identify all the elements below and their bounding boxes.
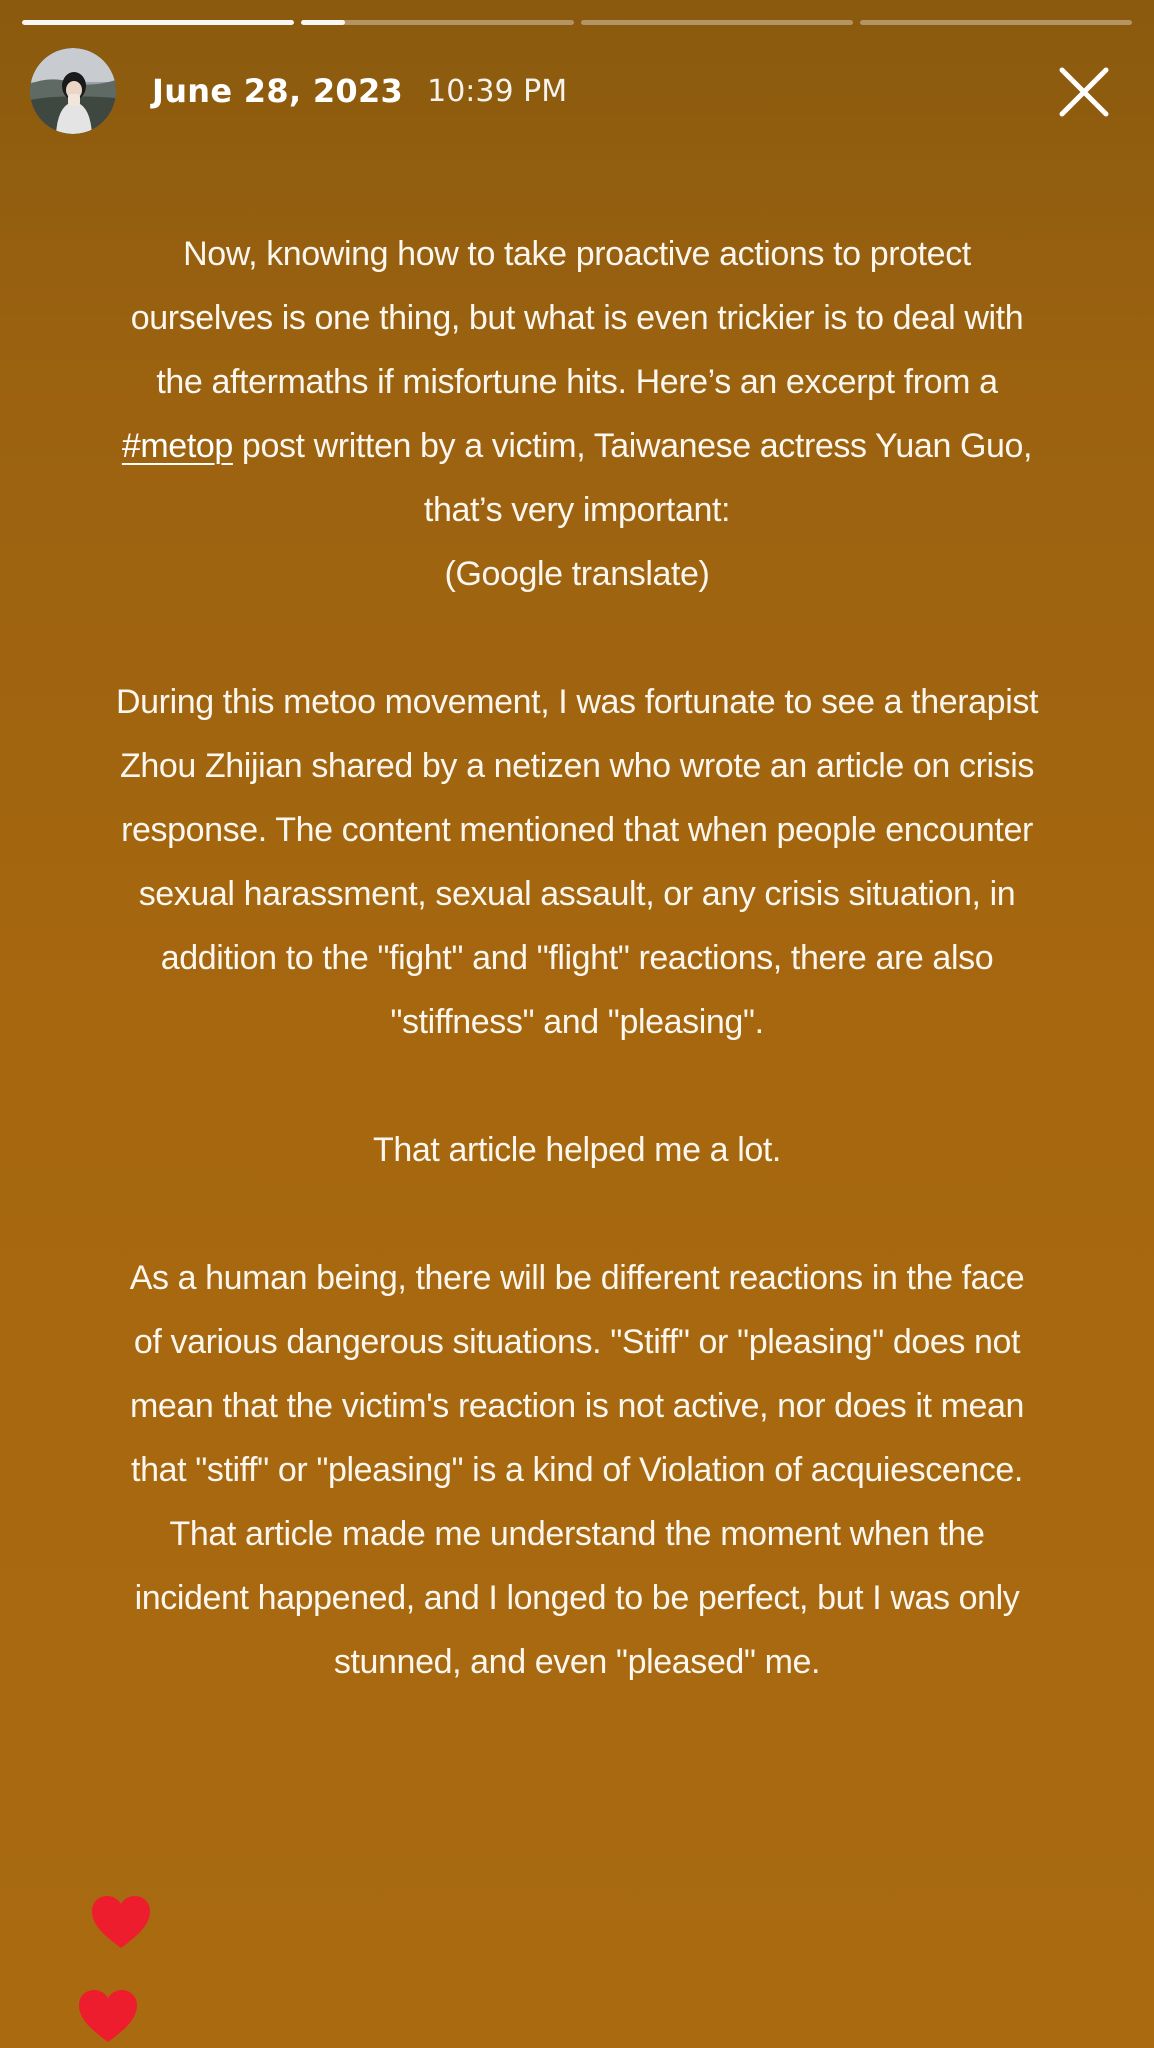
progress-segment <box>301 20 573 25</box>
translation-note: (Google translate) <box>444 555 710 593</box>
story-header <box>30 48 1134 134</box>
paragraph-spacer <box>112 1054 1042 1118</box>
text-span: post written by a victim, Taiwanese actress Yuan Guo, that’s very important: <box>232 427 1033 529</box>
story-date: June 28, 2023 <box>152 72 404 110</box>
progress-fill <box>301 20 345 25</box>
paragraph-quote-3: As a human being, there will be different reactions in the face of various dangerous situations. "Stiff" or "pleasing" does not mean that the victim's reaction is not active, nor does it mean that "stiff" or "pleasing" is a kind of Violation of acquiescence. <box>129 1259 1025 1489</box>
story-text <box>112 222 1042 1694</box>
story-progress-bar <box>22 20 1132 26</box>
profile-photo-icon <box>30 48 116 134</box>
paragraph-quote-4: That article made me understand the moment when the incident happened, and I longed to be perfect, but I was only stunned, and even "pleased" me. <box>134 1515 1020 1681</box>
close-button[interactable] <box>1056 64 1112 120</box>
heart-reaction[interactable] <box>90 1894 152 1950</box>
paragraph-intro <box>112 222 1042 542</box>
hashtag-link[interactable]: #metop <box>121 427 233 465</box>
heart-icon <box>77 1988 139 2044</box>
text-span: Now, knowing how to take proactive actions to protect ourselves is one thing, but what is even trickier is to deal with the aftermaths if misfortune hits. Here’s an excerpt from a <box>130 235 1024 401</box>
progress-segment <box>581 20 853 25</box>
story-time: 10:39 PM <box>427 73 568 109</box>
paragraph-spacer <box>112 1182 1042 1246</box>
progress-segment <box>22 20 294 25</box>
paragraph-quote-1: During this metoo movement, I was fortunate to see a therapist Zhou Zhijian shared by a netizen who wrote an article on crisis response. The content mentioned that when people encounter sexual harassment, sexual assault, or any crisis situation, in addition to the "fight" and "flight" reactions, there are also "stiffness" and "pleasing". <box>115 683 1038 1041</box>
progress-fill <box>22 20 294 25</box>
heart-reaction[interactable] <box>77 1988 139 2044</box>
avatar[interactable] <box>30 48 116 134</box>
paragraph-quote-2: That article helped me a lot. <box>373 1131 781 1169</box>
progress-segment <box>860 20 1132 25</box>
heart-icon <box>90 1894 152 1950</box>
close-icon <box>1056 64 1112 120</box>
paragraph-spacer <box>112 606 1042 670</box>
